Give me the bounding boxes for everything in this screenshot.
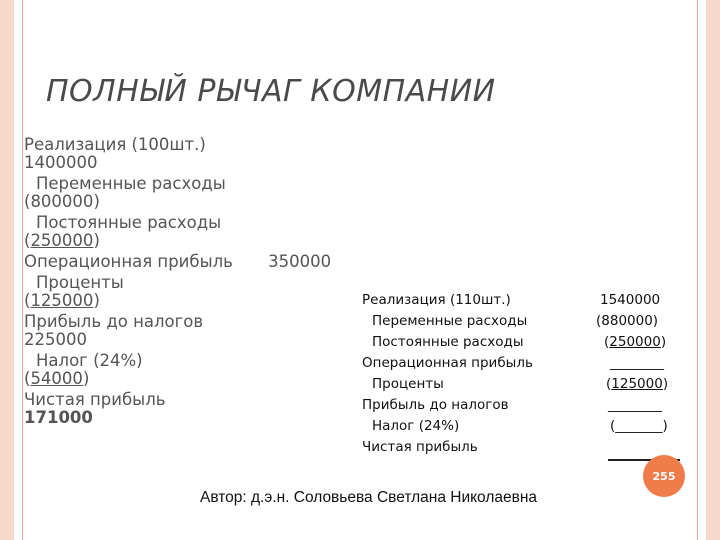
right-decor-line <box>697 0 698 540</box>
right-interest-row: Проценты (125000) <box>362 374 692 395</box>
page-number-badge: 255 <box>643 455 685 497</box>
left-fixed-label: Постоянные расходы <box>36 213 222 232</box>
right-fixed-value: 250000 <box>609 334 661 350</box>
left-variable-value: 800000 <box>30 192 94 211</box>
right-tax-row <box>362 416 692 437</box>
right-net-label: Чистая прибыль <box>362 439 478 455</box>
right-tax-label: Налог (24%) <box>372 418 460 434</box>
slide-title: ПОЛНЫЙ РЫЧАГ КОМПАНИИ <box>46 74 496 109</box>
left-operating-value: 350000 <box>268 252 332 271</box>
left-operating-row <box>24 253 364 271</box>
right-sales-label: Реализация (110шт.) <box>362 292 511 308</box>
left-sales-value: 1400000 <box>24 153 98 172</box>
left-tax-value: 54000 <box>30 369 83 388</box>
left-fixed-row: Постоянные расходы (250000) <box>24 213 222 250</box>
author-caption: Автор: д.э.н. Соловьева Светлана Николаевна <box>200 489 538 506</box>
left-pretax-value: 225000 <box>24 330 87 349</box>
right-pretax-value: ________ <box>608 397 662 413</box>
right-tax-value: (_______) <box>610 418 668 434</box>
right-operating-row <box>362 353 692 374</box>
left-decor-line <box>22 0 23 540</box>
left-pretax-row <box>24 313 364 349</box>
right-net-row <box>362 437 692 458</box>
left-fixed-value: 250000 <box>30 231 94 250</box>
left-variable-row: Переменные расходы (800000) <box>24 174 226 211</box>
left-net-label: Чистая прибыль <box>24 390 166 409</box>
right-interest-value: 125000 <box>611 376 663 392</box>
right-fixed-row: Постоянные расходы (250000) <box>362 332 692 353</box>
right-operating-value: ________ <box>610 355 664 371</box>
left-pretax-label: Прибыль до налогов <box>24 312 204 331</box>
right-fixed-label: Постоянные расходы <box>372 334 524 350</box>
right-operating-label: Операционная прибыль <box>362 355 533 371</box>
right-pretax-row <box>362 395 692 416</box>
right-pretax-label: Прибыль до налогов <box>362 397 509 413</box>
right-sales-value: 1540000 <box>600 292 661 308</box>
right-variable-row <box>362 311 692 332</box>
right-variable-label: Переменные расходы <box>372 313 528 329</box>
left-interest-value: 125000 <box>30 291 94 310</box>
right-decor-bar <box>706 0 720 540</box>
right-interest-label: Проценты <box>372 376 444 392</box>
left-interest-row: Проценты (125000) <box>24 273 124 310</box>
left-net-value: 171000 <box>24 408 93 427</box>
right-income-statement <box>362 290 692 458</box>
right-sales-row <box>362 290 692 311</box>
left-variable-label: Переменные расходы <box>36 174 226 193</box>
left-tax-row: Налог (24%) (54000) <box>24 351 143 388</box>
right-variable-value: (880000) <box>596 313 659 329</box>
left-decor-bar <box>0 0 14 540</box>
left-sales-label: Реализация (100шт.) <box>24 135 206 154</box>
left-interest-label: Проценты <box>36 273 124 292</box>
left-sales-row <box>24 136 364 172</box>
left-operating-label: Операционная прибыль <box>24 252 233 271</box>
left-income-statement <box>24 136 364 430</box>
left-net-row <box>24 391 364 427</box>
left-tax-label: Налог (24%) <box>36 351 143 370</box>
